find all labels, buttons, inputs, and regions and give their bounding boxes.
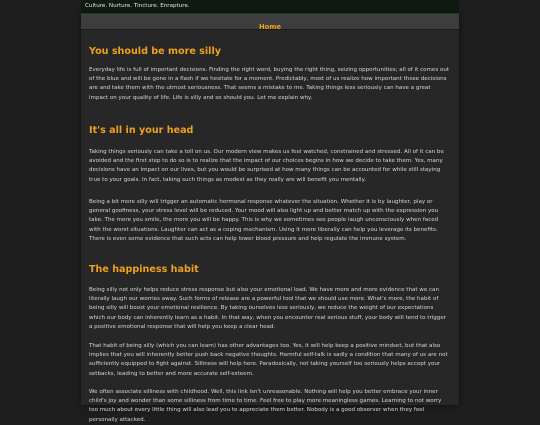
section-heading: It's all in your head (89, 125, 194, 136)
nav-home-link[interactable]: Home (258, 23, 282, 31)
article-paragraph: We often associate silliness with childhood. Well, this link isn't unreasonable. Nothing will help you better embrace your inner child's joy and wonder than some silliness from time to time. Feel free to play more meaningless games. Learning to not worry too much about every little thing will also lead you to appreciate them better. Nobody is a good observer when they feel personally attacked. (89, 389, 442, 423)
site-tagline: Culture. Nurture. Tincture. Enrapture. (85, 3, 190, 9)
article-paragraph: Taking things seriously can take a toll on us. Our modern view makes us feel watched, constrained and stressed. All of it can be avoided and the first step to do so is to realize that the impact of our choices begins in how we decide to take them. Yes, many decisions have an impact on our lives, but you would be surprised at how many things can be accounted for while still staying true to your goals. In fact, taking such things as modest as they really are will benefit you mentally. (89, 149, 444, 183)
article-content (88, 33, 454, 423)
main-nav (81, 14, 459, 30)
article-paragraph: That habit of being silly (which you can learn) has other advantages too. Yes, it will help keep a positive mindset, but that also implies that you will inherently better push back negative thoughts. Harmful self-talk is sadly a condition that many of us are not sufficiently equipped to fight against. Silliness will help here. Paradoxically, not taking yourself too seriously helps accept your setbacks, leading to better and more accurate self-esteem. (89, 343, 448, 377)
article-paragraph: Being a bit more silly will trigger an automatic hormonal response whatever the situation. Whether it is by laughter, play or general goofiness, your stress level will be reduced. Your mood will also light up and better match up with the expression you take. The more you smile, the more you will be happy. This is why we sometimes see people laugh unconsciously when faced with the worst situations. Laughter can act as a coping mechanism. Using it more liberally can help you leverage its benefits. There is even some evidence that such acts can help lower blood pressure and help regulate the immune system. (89, 199, 439, 242)
top-bar (81, 0, 459, 14)
section-heading: The happiness habit (89, 264, 199, 275)
article-paragraph: Being silly not only helps reduce stress response but also your emotional load. We have more and more evidence that we can literally laugh our worries away. Such forms of release are a powerful tool that we should use more. What's more, the habit of being silly will boost your emotional resilience. By taking ourselves less seriously, we reduce the weight of our expectations which our body can inherently learn as a habit. In that way, when you encounter real serious stuff, your body will tend to trigger a positive emotional response that will help you keep a clear head. (89, 287, 447, 330)
section-heading: You should be more silly (89, 46, 221, 57)
page-container (81, 14, 459, 423)
article-paragraph: Everyday life is full of important decisions. Finding the right word, buying the right thing, seizing opportunities; all of it comes out of the blue and will be gone in a flash if we hesitate for a moment. Predictably, most of us realize how important those decisions are and take them with the utmost seriousness. That seems a mistake to me. Taking things less seriously can have a great impact on your quality of life. Life is silly and so should you. Let me explain why. (89, 67, 450, 101)
